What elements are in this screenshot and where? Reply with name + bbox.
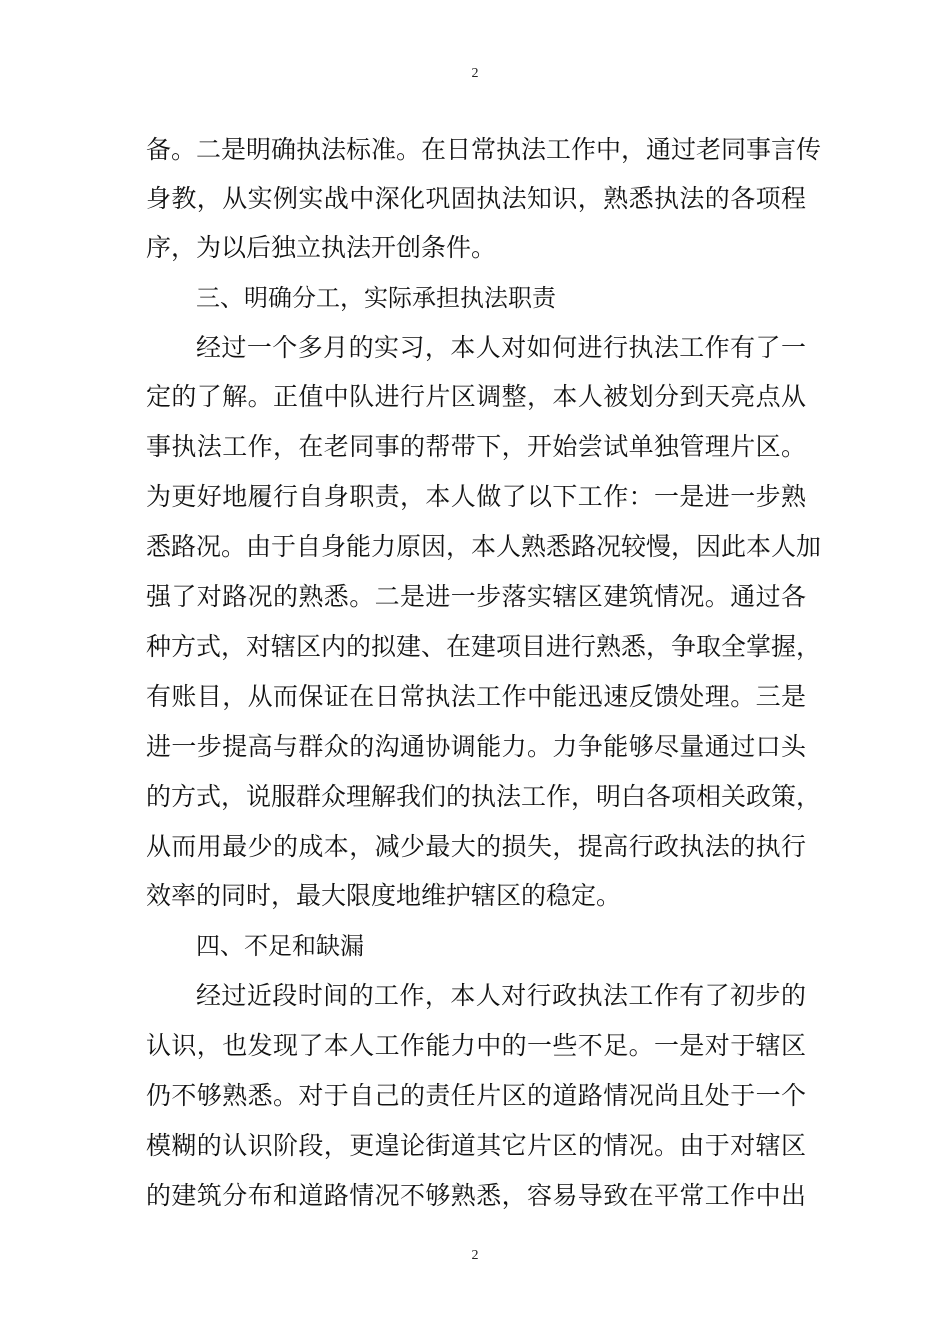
paragraph-line: 仍不够熟悉。对于自己的责任片区的道路情况尚且处于一个 [146, 1081, 806, 1110]
paragraph-line: 认识，也发现了本人工作能力中的一些不足。一是对于辖区 [146, 1031, 806, 1060]
paragraph-line: 进一步提高与群众的沟通协调能力。力争能够尽量通过口头 [146, 732, 806, 761]
section-heading-3: 三、明确分工，实际承担执法职责 [196, 284, 556, 312]
paragraph-line: 模糊的认识阶段，更遑论街道其它片区的情况。由于对辖区 [146, 1131, 806, 1160]
paragraph-line: 的方式，说服群众理解我们的执法工作，明白各项相关政策， [146, 782, 822, 811]
section-heading-4: 四、不足和缺漏 [196, 932, 364, 960]
paragraph-line: 从而用最少的成本，减少最大的损失，提高行政执法的执行 [146, 832, 806, 861]
paragraph-line: 备。二是明确执法标准。在日常执法工作中，通过老同事言传 [146, 135, 822, 164]
paragraph-line: 身教，从实例实战中深化巩固执法知识，熟悉执法的各项程 [146, 184, 806, 213]
paragraph-line: 定的了解。正值中队进行片区调整，本人被划分到天亮点从 [146, 382, 806, 411]
paragraph-line: 强了对路况的熟悉。二是进一步落实辖区建筑情况。通过各 [146, 582, 806, 611]
paragraph-line: 序，为以后独立执法开创条件。 [146, 233, 497, 262]
paragraph-line: 经过一个多月的实习，本人对如何进行执法工作有了一 [196, 333, 806, 362]
page-number-bottom: 2 [471, 1248, 479, 1263]
paragraph-line: 事执法工作，在老同事的帮带下，开始尝试单独管理片区。 [146, 432, 806, 461]
paragraph-line: 种方式，对辖区内的拟建、在建项目进行熟悉，争取全掌握， [146, 632, 822, 661]
paragraph-line: 经过近段时间的工作，本人对行政执法工作有了初步的 [196, 981, 806, 1010]
paragraph-line: 悉路况。由于自身能力原因，本人熟悉路况较慢，因此本人加 [146, 532, 822, 561]
paragraph-line: 的建筑分布和道路情况不够熟悉，容易导致在平常工作中出 [146, 1181, 806, 1210]
paragraph-line: 有账目，从而保证在日常执法工作中能迅速反馈处理。三是 [146, 682, 806, 711]
page-number-top: 2 [471, 66, 479, 81]
paragraph-line: 为更好地履行自身职责，本人做了以下工作：一是进一步熟 [146, 482, 806, 511]
paragraph-line: 效率的同时，最大限度地维护辖区的稳定。 [146, 881, 622, 910]
